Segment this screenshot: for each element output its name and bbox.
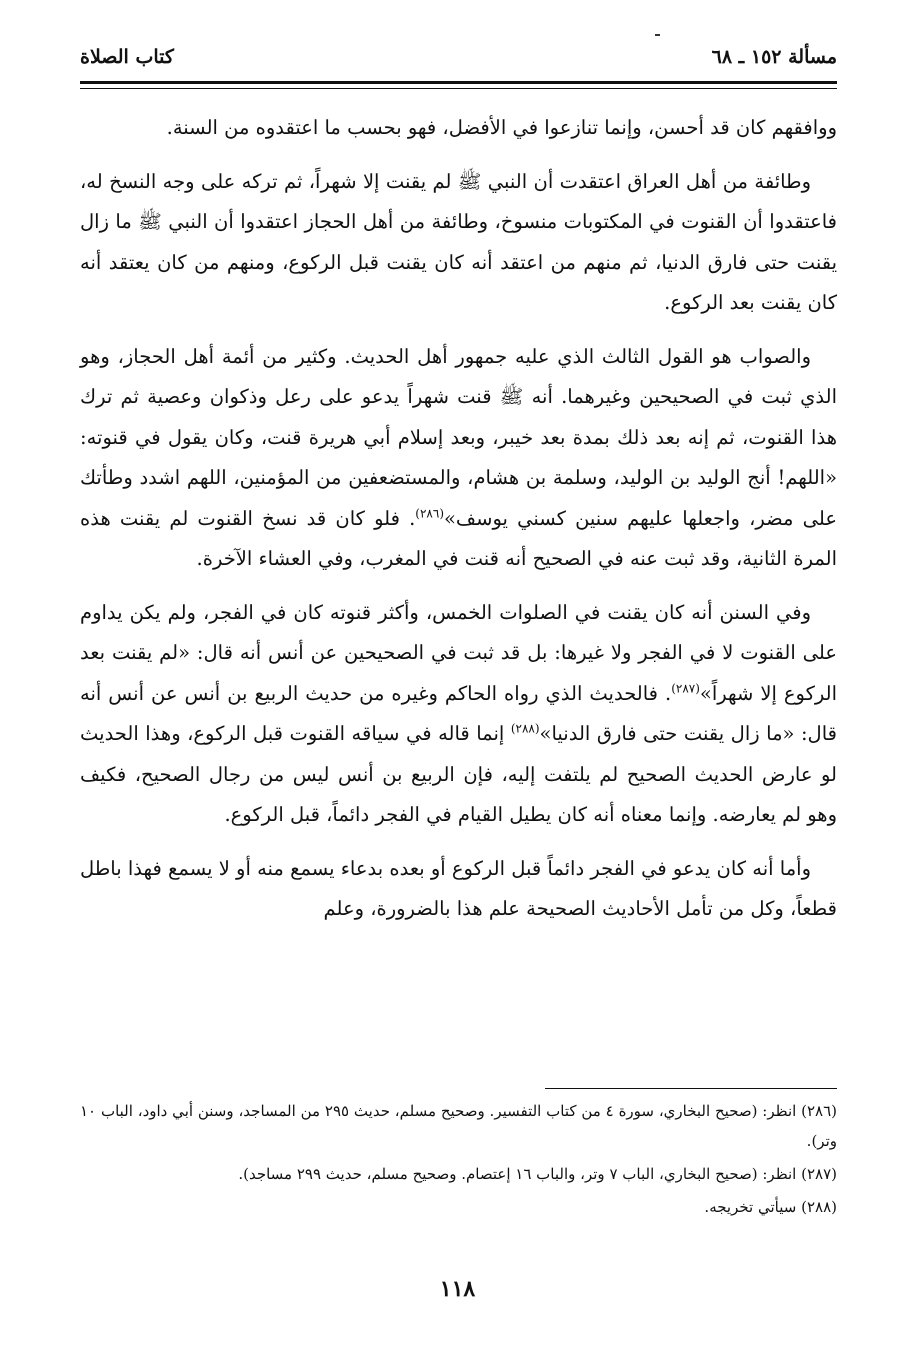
footnote-287: (٢٨٧) انظر: (صحيح البخاري، الباب ٧ وتر، والباب ١٦ إعتصام. وصحيح مسلم، حديث ٢٩٩ مساجد). <box>238 1165 837 1183</box>
main-text <box>80 108 837 943</box>
paragraph-1: ووافقهم كان قد أحسن، وإنما تنازعوا في الأفضل، فهو بحسب ما اعتقدوه من السنة. <box>166 116 837 139</box>
scan-mark <box>655 34 660 36</box>
page-number: ١١٨ <box>439 1276 476 1302</box>
footnote-divider <box>545 1088 837 1089</box>
footnote-ref-287: (٢٨٧) <box>671 681 700 695</box>
header-rule-thin <box>80 88 837 89</box>
header-rule-thick <box>80 81 837 84</box>
paragraph-5: وأما أنه كان يدعو في الفجر دائماً قبل الركوع أو بعده بدعاء يسمع منه أو لا يسمع فهذا باطل قطعاً، وكل من تأمل الأحاديث الصحيحة علم هذا بالضرورة، وعلم <box>80 856 837 920</box>
header-issue: مسألة ١٥٢ ـ ٦٨ <box>711 46 837 68</box>
paragraph-2: وطائفة من أهل العراق اعتقدت أن النبي ﷺ لم يقنت إلا شهراً، ثم تركه على وجه النسخ له، فاعتقدوا أن القنوت في المكتوبات منسوخ، وطائفة من أهل الحجاز اعتقدوا أن النبي ﷺ ما زال يقنت حتى فارق الدنيا، ثم منهم من اعتقد أنه كان يقنت قبل الركوع، ومنهم من كان يعتقد أنه كان يقنت بعد الركوع. <box>80 169 837 314</box>
footnote-ref-288: (٢٨٨) <box>510 721 540 736</box>
footnote-ref-286: (٢٨٦) <box>415 506 444 520</box>
footnote-288: (٢٨٨) سيأتي تخريجه. <box>704 1198 837 1216</box>
paragraph-4-text: وفي السنن أنه كان يقنت في الصلوات الخمس، وأكثر قنوته كان في الفجر، ولم يكن يداوم على القنوت لا في الفجر ولا غيرها: بل قد ثبت في الصحيحين عن أنس أنه قال: «لم يقنت بعد الركوع إلا شهراً» <box>80 600 837 705</box>
paragraph-4-mid: . فالحديث الذي رواه الحاكم وغيره من حديث الربيع بن أنس عن أنس أنه قال: «ما زال يقنت حتى فارق الدنيا» <box>80 681 837 745</box>
paragraph-4 <box>80 593 837 836</box>
paragraph-3 <box>80 337 837 580</box>
header-book-title: كتاب الصلاة <box>80 46 174 68</box>
running-header <box>80 46 837 80</box>
footnotes <box>80 1096 837 1225</box>
footnote-286: (٢٨٦) انظر: (صحيح البخاري، سورة ٤ من كتاب التفسير. وصحيح مسلم، حديث ٢٩٥ من المساجد، وسنن أبي داود، الباب ١٠ وتر). <box>80 1102 837 1150</box>
paragraph-4-tail: إنما قاله في سياقه القنوت قبل الركوع، وهذا الحديث لو عارض الحديث الصحيح لم يلتفت إليه، فإن الربيع بن أنس ليس من رجال الصحيح، فكيف وهو لم يعارضه. وإنما معناه أنه كان يطيل القيام في الفجر دائماً، قبل الركوع. <box>80 722 837 826</box>
paragraph-3-tail: . فلو كان قد نسخ القنوت لم يقنت هذه المرة الثانية، وقد ثبت عنه في الصحيح أنه قنت في المغرب، وفي العشاء الآخرة. <box>80 506 837 570</box>
paragraph-3-text: والصواب هو القول الثالث الذي عليه جمهور أهل الحديث. وكثير من أئمة أهل الحجاز، وهو الذي ثبت في الصحيحين وغيرهما. أنه ﷺ قنت شهراً يدعو على رعل وذكوان وعصية ثم ترك هذا القنوت، ثم إنه بعد ذلك بمدة بعد خيبر، وبعد إسلام أبي هريرة قنت، وكان يقول في قنوته: «اللهم! أنج الوليد بن الوليد، وسلمة بن هشام، والمستضعفين من المؤمنين، اللهم اشدد وطأتك على مضر، واجعلها عليهم سنين كسني يوسف» <box>80 344 837 530</box>
